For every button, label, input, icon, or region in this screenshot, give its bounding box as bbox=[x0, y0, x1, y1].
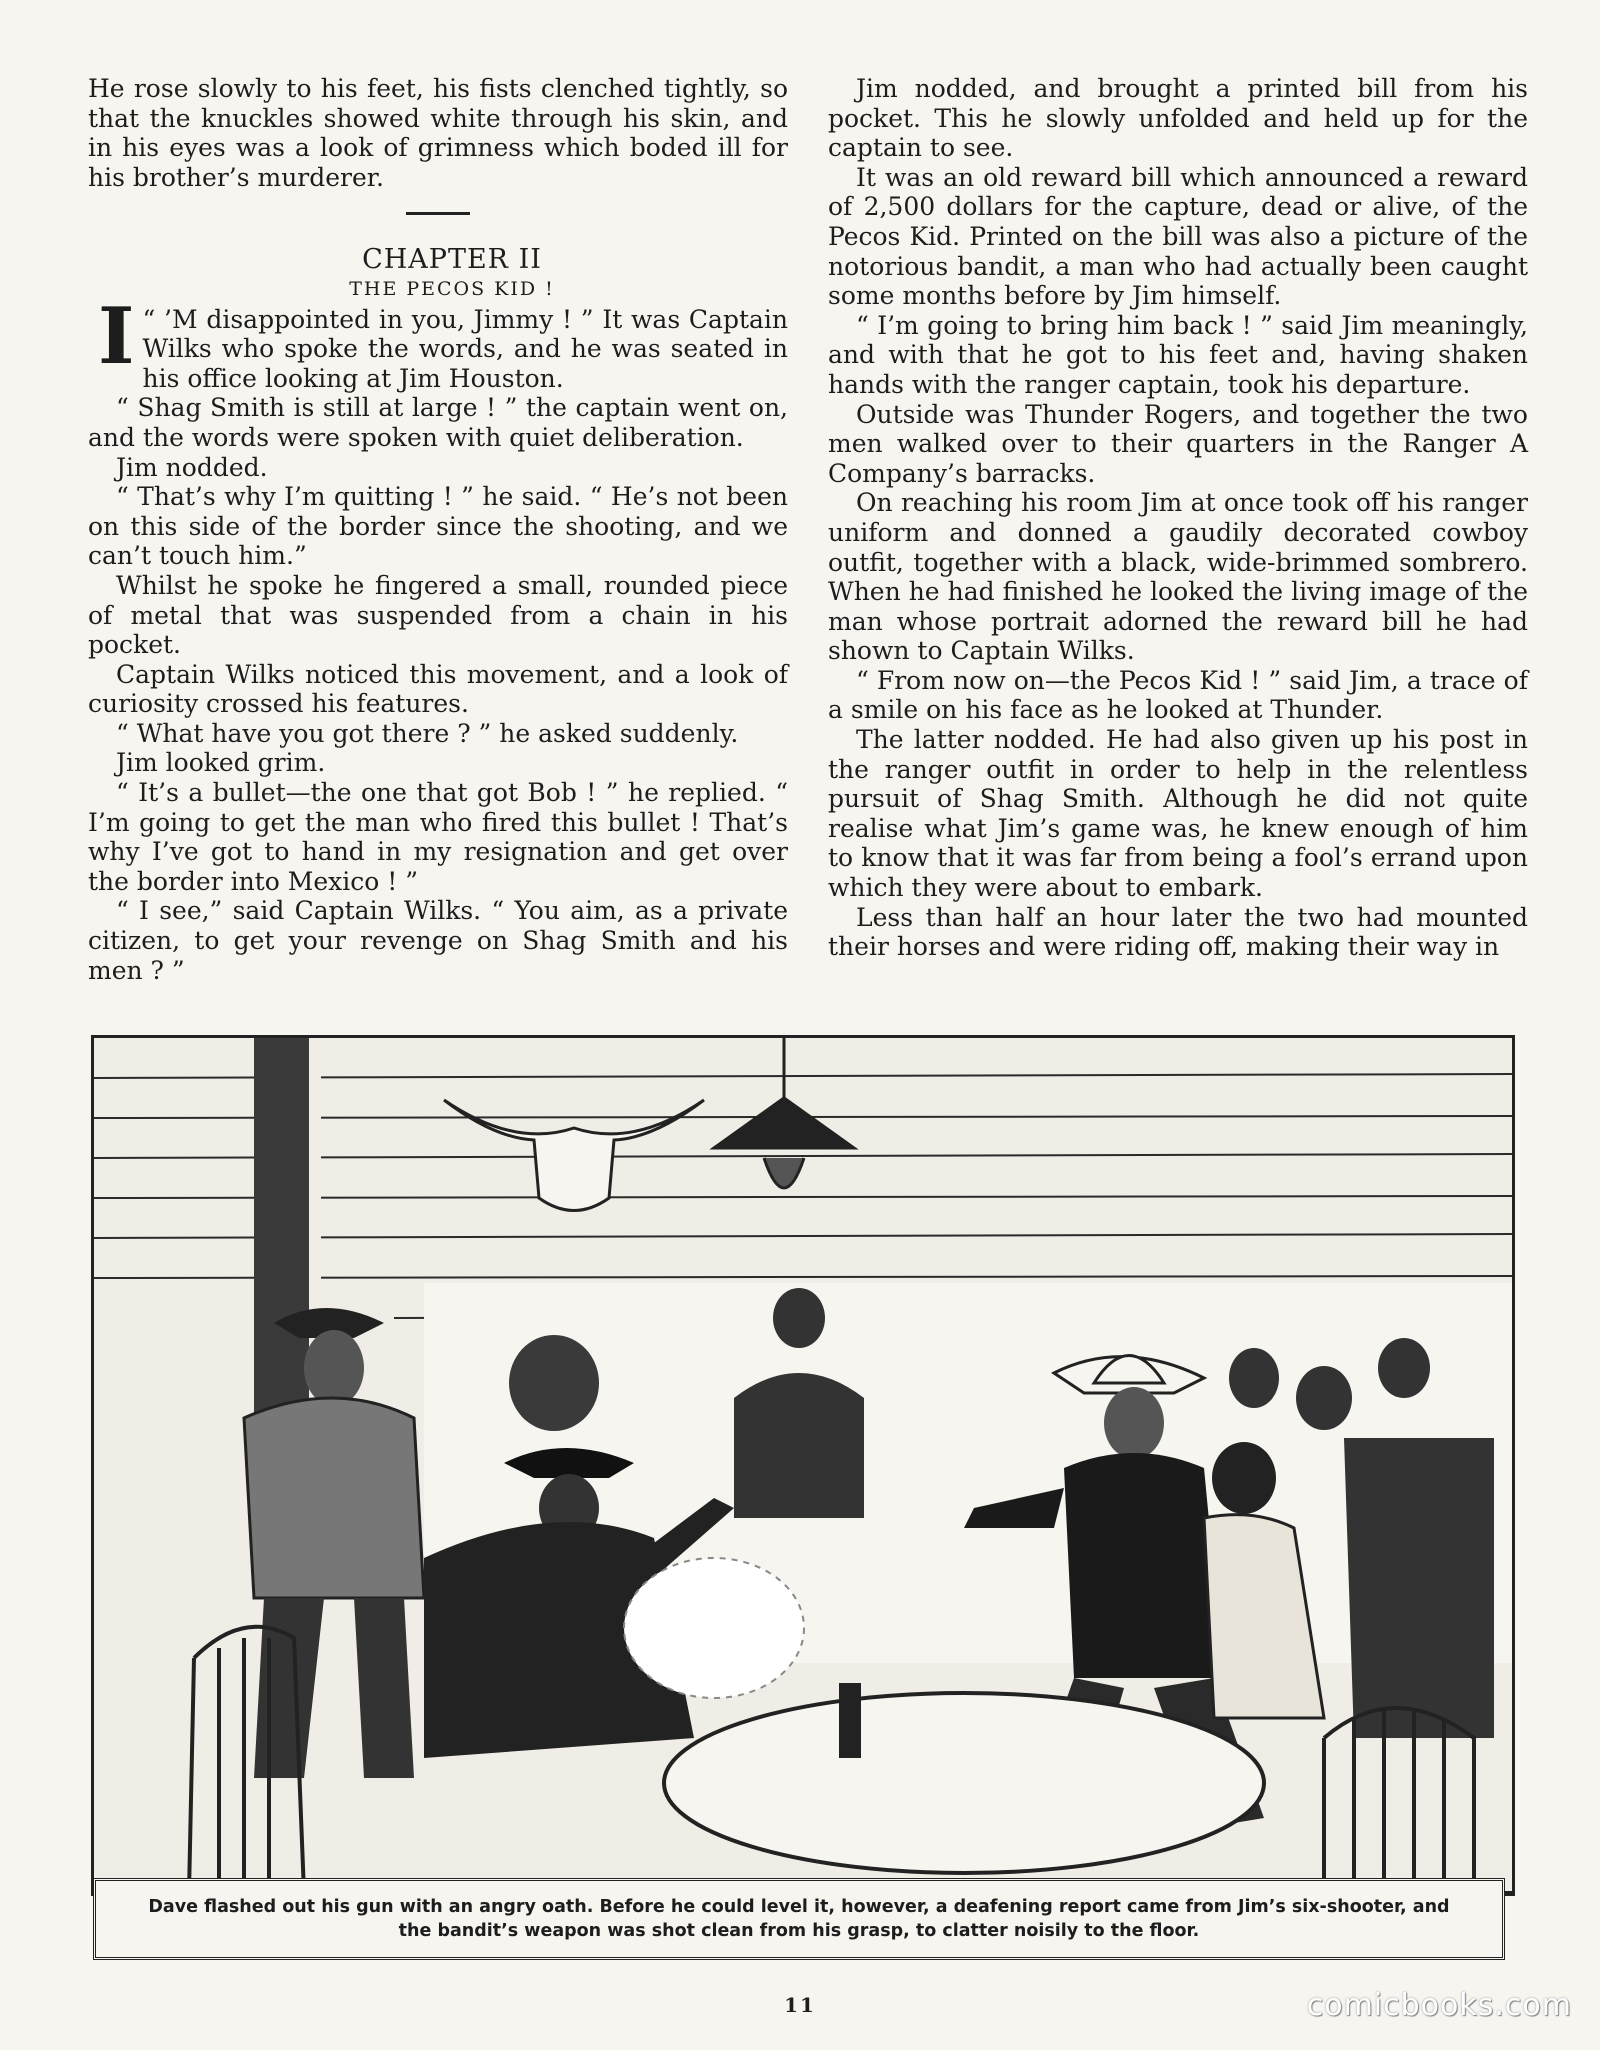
watermark: comicbooks.com bbox=[1306, 1988, 1572, 2023]
paragraph: Jim nodded, and brought a printed bill from his pocket. This he slowly unfolded and held up for the captain to see. bbox=[828, 74, 1528, 163]
paragraph: Captain Wilks noticed this movement, and a look of curiosity crossed his features. bbox=[88, 659, 788, 719]
saloon-illustration bbox=[91, 1035, 1515, 1896]
text-columns bbox=[88, 74, 1528, 1014]
chapter-title: CHAPTER II bbox=[362, 244, 542, 276]
gun-smoke bbox=[624, 1558, 804, 1698]
paragraph: “ I’m going to bring him back ! ” said Jim meaningly, and with that he got to his feet and, having shaken hands with the ranger captain, took his departure. bbox=[828, 310, 1528, 399]
page-number: 11 bbox=[784, 1993, 816, 2017]
drop-cap: I bbox=[98, 290, 135, 382]
right-column bbox=[828, 74, 1528, 1014]
section-divider bbox=[406, 212, 470, 215]
paragraph: Less than half an hour later the two had mounted their horses and were riding off, making their way in bbox=[828, 902, 1528, 962]
bottle bbox=[839, 1683, 861, 1758]
paragraph: On reaching his room Jim at once took off his ranger uniform and donned a gaudily decorated cowboy outfit, together with a black, wide-brimmed sombrero. When he had finished he looked the living image of the man whose portrait adorned the reward bill he had shown to Captain Wilks. bbox=[828, 488, 1528, 666]
opening-quote: “ bbox=[142, 304, 165, 334]
saloon-scene-drawing bbox=[94, 1038, 1512, 1893]
round-mirror bbox=[509, 1335, 599, 1431]
paragraph: Jim nodded. bbox=[116, 452, 268, 482]
paragraph: “ I see,” said Captain Wilks. “ You aim, as a private citizen, to get your revenge on Shag Smith and his men ? ” bbox=[88, 896, 788, 985]
opening-paragraph-text: ’M disappointed in you, Jimmy ! ” It was Captain Wilks who spoke the words, and he was seated in his office looking at Jim Houston. bbox=[142, 304, 788, 393]
left-column bbox=[88, 74, 788, 1014]
opening-paragraph bbox=[88, 290, 788, 394]
paragraph: “ That’s why I’m quitting ! ” he said. “ He’s not been on this side of the border since the shooting, and we can’t touch him.” bbox=[88, 482, 788, 571]
paragraph: “ It’s a bullet—the one that got Bob ! ” he replied. “ I’m going to get the man who fired this bullet ! That’s why I’ve got to hand in my resignation and get over the border into Mexico ! ” bbox=[88, 778, 788, 896]
paragraph: Whilst he spoke he fingered a small, rounded piece of metal that was suspended from a chain in his pocket. bbox=[88, 570, 788, 660]
hanging-lamp bbox=[714, 1038, 854, 1188]
chapter-subtitle: THE PECOS KID ! bbox=[349, 277, 555, 300]
paragraph: “ From now on—the Pecos Kid ! ” said Jim, a trace of a smile on his face as he looked at Thunder. bbox=[828, 665, 1528, 725]
caption-text: Dave flashed out his gun with an angry oath. Before he could level it, however, a deafening report came from Jim’s six-shooter, and the bandit’s weapon was shot clean from his grasp, to clatter noisily to the floor. bbox=[148, 1897, 1450, 1941]
paragraph: It was an old reward bill which announced a reward of 2,500 dollars for the capture, dead or alive, of the Pecos Kid. Printed on the bill was also a picture of the notorious bandit, a man who had actually been caught some months before by Jim himself. bbox=[828, 162, 1528, 311]
paragraph: “ Shag Smith is still at large ! ” the captain went on, and the words were spoken with quiet deliberation. bbox=[88, 393, 788, 452]
paragraph: “ What have you got there ? ” he asked suddenly. bbox=[116, 718, 739, 748]
paragraph: He rose slowly to his feet, his fists clenched tightly, so that the knuckles showed white through his skin, and in his eyes was a look of grimness which boded ill for his brother’s murderer. bbox=[88, 74, 788, 192]
illustration-caption bbox=[93, 1878, 1505, 1960]
paragraph: The latter nodded. He had also given up his post in the ranger outfit in order to help in the relentless pursuit of Shag Smith. Although he did not quite realise what Jim’s game was, he knew enough of him to know that it was far from being a fool’s errand upon which they were about to embark. bbox=[828, 725, 1528, 903]
paragraph: Jim looked grim. bbox=[116, 748, 326, 778]
paragraph: Outside was Thunder Rogers, and together the two men walked over to their quarters in the Ranger A Company’s barracks. bbox=[828, 399, 1528, 488]
